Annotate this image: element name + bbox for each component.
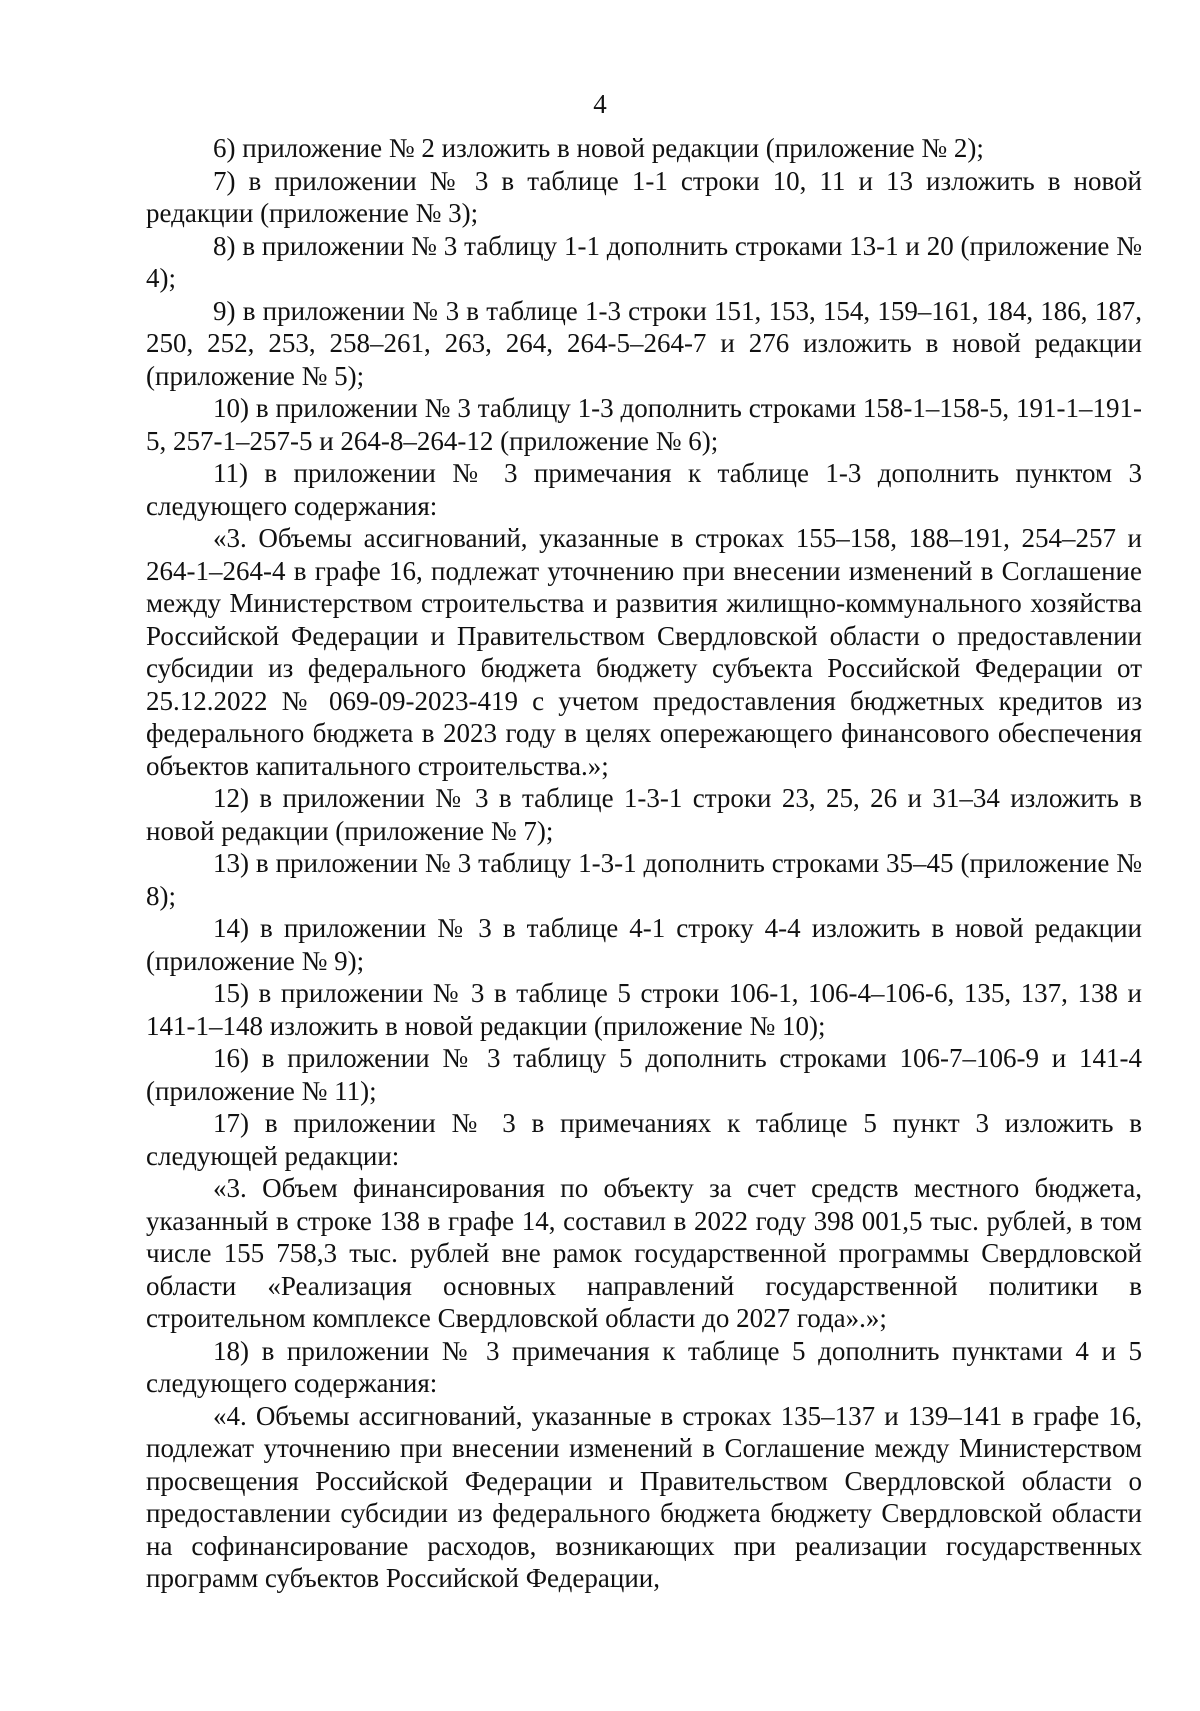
paragraph-item-8: 8) в приложении № 3 таблицу 1-1 дополнить строками 13-1 и 20 (приложение № 4); [146,230,1142,293]
paragraph-item-18: 18) в приложении № 3 примечания к таблице 5 дополнить пунктами 4 и 5 следующего содержания: [146,1335,1142,1398]
paragraph-item-15: 15) в приложении № 3 в таблице 5 строки 106-1, 106-4–106-6, 135, 137, 138 и 141-1–148 изложить в новой редакции (приложение № 10); [146,978,1142,1041]
document-body [146,132,1142,1595]
paragraph-item-13: 13) в приложении № 3 таблицу 1-3-1 дополнить строками 35–45 (приложение № 8); [146,848,1142,911]
paragraph-item-9: 9) в приложении № 3 в таблице 1-3 строки 151, 153, 154, 159–161, 184, 186, 187, 250, 252, 253, 258–261, 263, 264, 264-5–264-7 и 276 изложить в новой редакции (приложение № 5); [146,295,1142,391]
page-number: 4 [593,89,607,119]
paragraph-item-10: 10) в приложении № 3 таблицу 1-3 дополнить строками 158-1–158-5, 191-1–191-5, 257-1–257-5 и 264-8–264-12 (приложение № 6); [146,393,1142,456]
paragraph-item-11: 11) в приложении № 3 примечания к таблице 1-3 дополнить пунктом 3 следующего содержания: [146,458,1142,521]
paragraph-item-7: 7) в приложении № 3 в таблице 1-1 строки 10, 11 и 13 изложить в новой редакции (приложение № 3); [146,165,1142,228]
quoted-note-4-table-5: «4. Объемы ассигнований, указанные в строках 135–137 и 139–141 в графе 16, подлежат уточнению при внесении изменений в Соглашение между Министерством просвещения Российской Федерации и Правительством Свердловской области о предоставлении субсидии из федерального бюджета бюджету Свердловской области на софинансирование расходов, возникающих при реализации государственных программ субъектов Российской Федерации, [146,1400,1142,1593]
quoted-note-3-table-5: «3. Объем финансирования по объекту за счет средств местного бюджета, указанный в строке 138 в графе 14, составил в 2022 году 398 001,5 тыс. рублей, в том числе 155 758,3 тыс. рублей вне рамок государственной программы Свердловской области «Реализация основных направлений государственной политики в строительном комплексе Свердловской области до 2027 года».»; [146,1173,1142,1333]
quoted-note-3-table-1-3: «3. Объемы ассигнований, указанные в строках 155–158, 188–191, 254–257 и 264-1–264-4 в графе 16, подлежат уточнению при внесении изменений в Соглашение между Министерством строительства и развития жилищно-коммунального хозяйства Российской Федерации и Правительством Свердловской области о предоставлении субсидии из федерального бюджета бюджету субъекта Российской Федерации от 25.12.2022 № 069-09-2023-419 с учетом предоставления бюджетных кредитов из федерального бюджета в 2023 году в целях опережающего финансового обеспечения объектов капитального строительства.»; [146,523,1142,781]
paragraph-item-17: 17) в приложении № 3 в примечаниях к таблице 5 пункт 3 изложить в следующей редакции: [146,1108,1142,1171]
paragraph-item-12: 12) в приложении № 3 в таблице 1-3-1 строки 23, 25, 26 и 31–34 изложить в новой редакции (приложение № 7); [146,783,1142,846]
paragraph-item-6: 6) приложение № 2 изложить в новой редакции (приложение № 2); [213,133,984,163]
paragraph-item-14: 14) в приложении № 3 в таблице 4-1 строку 4-4 изложить в новой редакции (приложение № 9); [146,913,1142,976]
paragraph-item-16: 16) в приложении № 3 таблицу 5 дополнить строками 106-7–106-9 и 141-4 (приложение № 11); [146,1043,1142,1106]
